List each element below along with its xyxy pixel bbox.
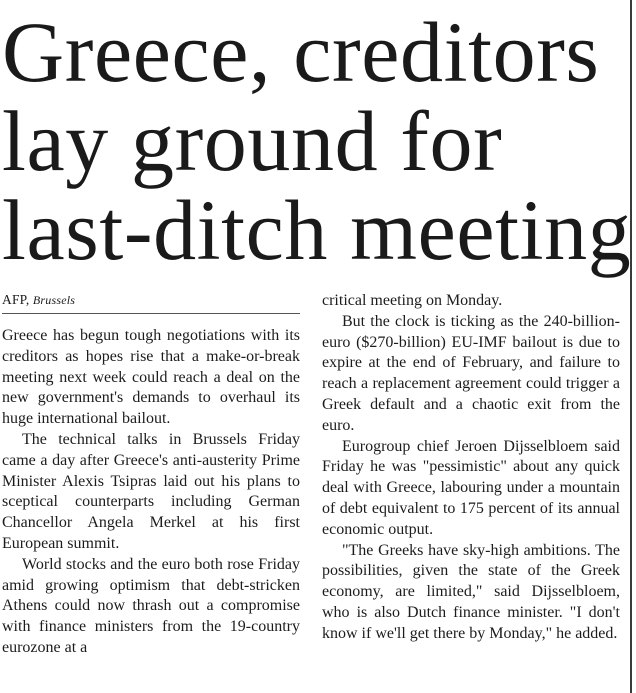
- paragraph: critical meeting on Monday.: [322, 292, 503, 309]
- paragraph: But the clock is ticking as the 240-billion-euro ($270-billion) EU-IMF bailout is due to expire at the end of February, and failure to reach a replacement agreement could trigger a Greek default and a chaotic exit from the euro.: [322, 312, 620, 434]
- headline-line: last-ditch meeting: [2, 182, 632, 278]
- headline-line: Greece, creditors: [2, 4, 600, 100]
- paragraph: "The Greeks have sky-high ambitions. The possibilities, given the state of the Greek economy, are limited," said Dijsselbloem, who is also Dutch finance minister. "I don't know if we'll get there by Monday," he added.: [322, 541, 620, 642]
- byline-agency: AFP,: [2, 292, 30, 307]
- right-column: [322, 291, 620, 645]
- paragraph: Greece has begun tough negotiations with its creditors as hopes rise that a make-or-break meeting next week could reach a deal on the new government's demands to overhaul its huge international bailout.: [2, 327, 300, 428]
- byline-city: Brussels: [32, 293, 76, 307]
- headline: [2, 4, 632, 278]
- byline: [2, 291, 300, 314]
- left-column: [2, 291, 300, 659]
- headline-line: lay ground for: [2, 93, 503, 189]
- paragraph: World stocks and the euro both rose Friday amid growing optimism that debt-stricken Athens could now thrash out a compromise with finance ministers from the 19-country eurozone at a: [2, 555, 300, 656]
- paragraph: The technical talks in Brussels Friday came a day after Greece's anti-austerity Prime Minister Alexis Tsipras laid out his plans to sceptical counterparts including German Chancellor Angela Merkel at his first European summit.: [2, 430, 300, 552]
- paragraph: Eurogroup chief Jeroen Dijsselbloem said Friday he was "pessimistic" about any quick deal with Greece, labouring under a mountain of debt equivalent to 175 percent of its annual economic output.: [322, 437, 620, 538]
